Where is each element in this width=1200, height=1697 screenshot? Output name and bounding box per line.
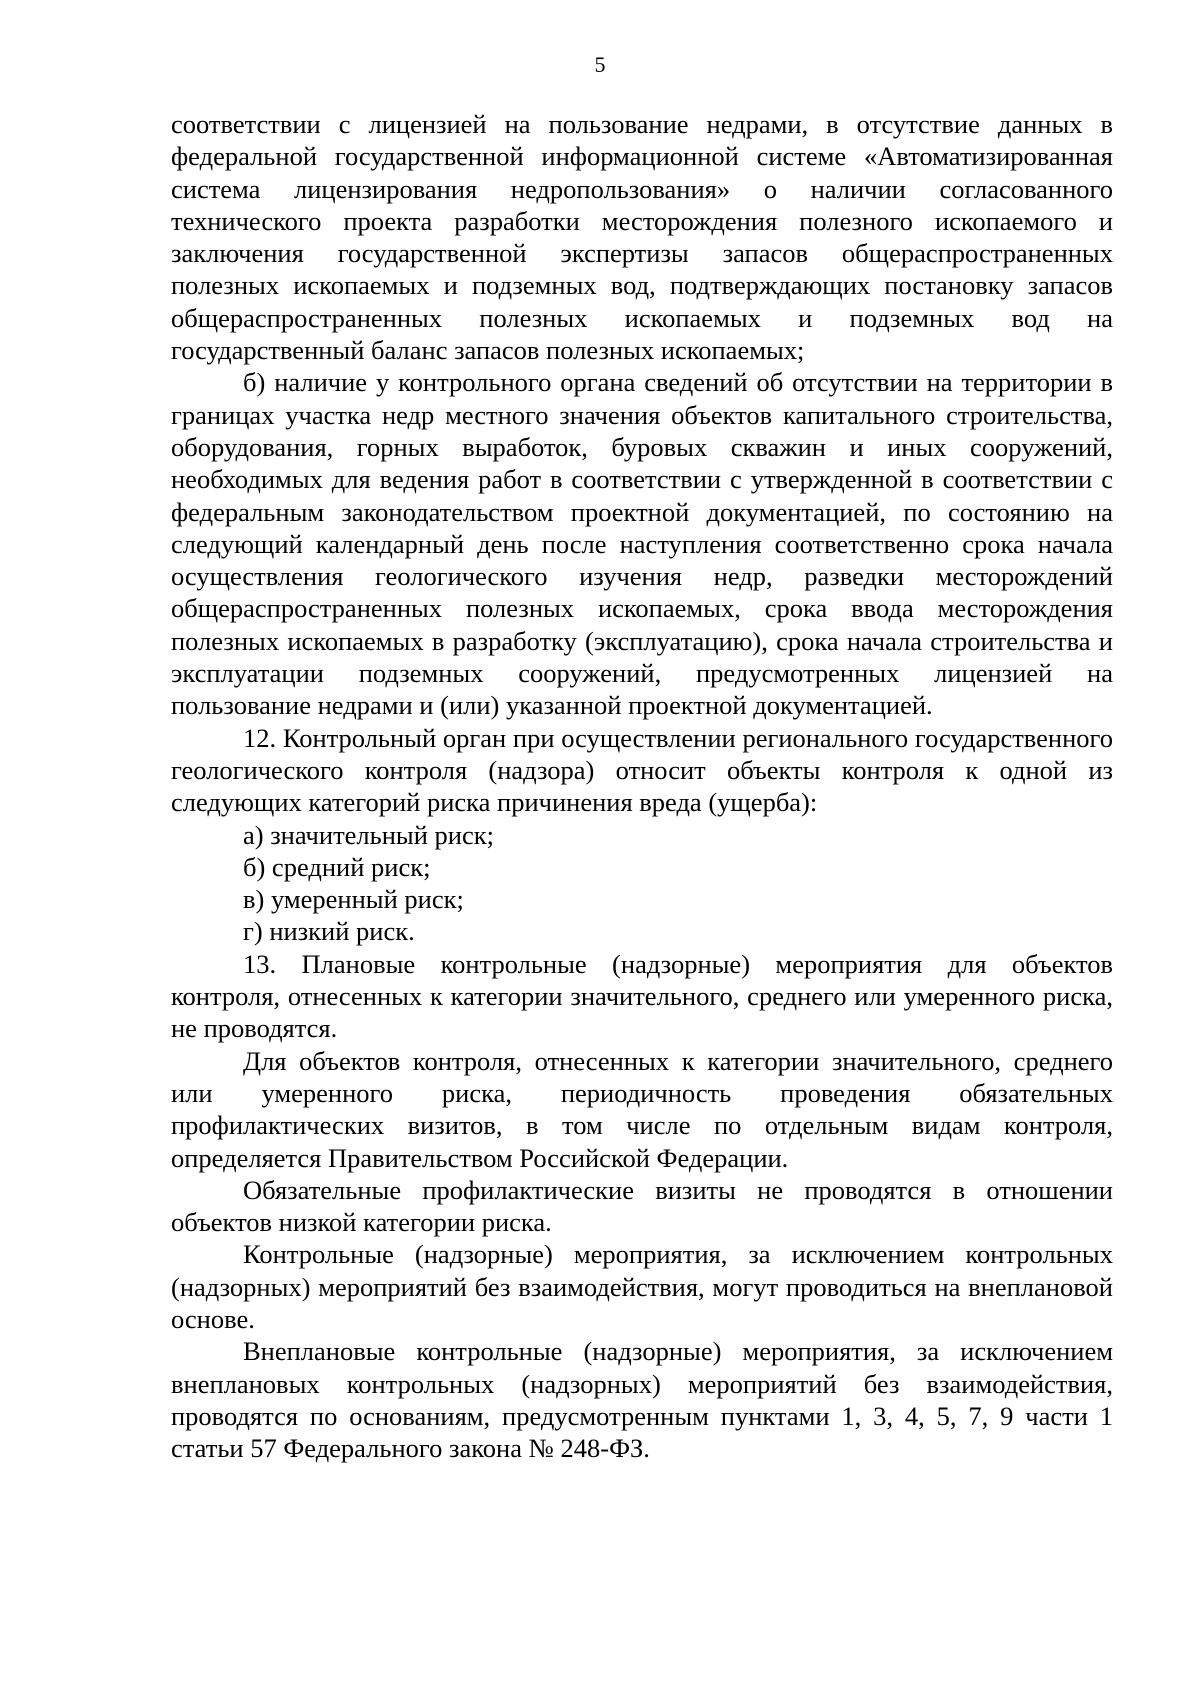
risk-list-item: б) средний риск; <box>243 851 431 882</box>
paragraph-12: 12. Контрольный орган при осуществлении регионального государственного геологического контроля (надзора) относит объекты контроля к одной из следующих категорий риска причинения вреда (ущерба): <box>171 722 1113 818</box>
risk-list-item: а) значительный риск; <box>243 819 494 850</box>
paragraph-unscheduled-grounds: Внеплановые контрольные (надзорные) мероприятия, за исключением внеплановых контрольных (надзорных) мероприятий без взаимодействия, проводятся по основаниям, предусмотренным пунктами 1, 3, 4, 5, 7, 9 части 1 статьи 57 Федерального закона № 248-ФЗ. <box>171 1336 1113 1464</box>
risk-list-item: г) низкий риск. <box>243 916 415 947</box>
document-body <box>171 108 1113 1464</box>
page-number: 5 <box>594 52 606 77</box>
risk-list-item: в) умеренный риск; <box>243 884 464 915</box>
paragraph-continuation: соответствии с лицензией на пользование недрами, в отсутствие данных в федеральной государственной информационной системе «Автоматизированная система лицензирования недропользования» о наличии согласованного технического проекта разработки месторождения полезного ископаемого и заключения государственной экспертизы запасов общераспространенных полезных ископаемых и подземных вод, подтверждающих постановку запасов общераспространенных полезных ископаемых и подземных вод на государственный баланс запасов полезных ископаемых; <box>171 109 1113 366</box>
paragraph-13: 13. Плановые контрольные (надзорные) мероприятия для объектов контроля, отнесенных к категории значительного, среднего или умеренного риска, не проводятся. <box>171 948 1113 1044</box>
paragraph-item-b: б) наличие у контрольного органа сведений об отсутствии на территории в границах участка недр местного значения объектов капитального строительства, оборудования, горных выработок, буровых скважин и иных сооружений, необходимых для ведения работ в соответствии с утвержденной в соответствии с федеральным законодательством проектной документацией, по состоянию на следующий календарный день после наступления соответственно срока начала осуществления геологического изучения недр, разведки месторождений общераспространенных полезных ископаемых, срока ввода месторождения полезных ископаемых в разработку (эксплуатацию), срока начала строительства и эксплуатации подземных сооружений, предусмотренных лицензией на пользование недрами и (или) указанной проектной документацией. <box>171 367 1113 721</box>
paragraph-visit-periodicity: Для объектов контроля, отнесенных к категории значительного, среднего или умеренного риска, периодичность проведения обязательных профилактических визитов, в том числе по отдельным видам контроля, определяется Правительством Российской Федерации. <box>171 1045 1113 1173</box>
paragraph-unscheduled-basis: Контрольные (надзорные) мероприятия, за исключением контрольных (надзорных) мероприятий без взаимодействия, могут проводиться на внеплановой основе. <box>171 1239 1113 1334</box>
paragraph-low-risk-visits: Обязательные профилактические визиты не проводятся в отношении объектов низкой категории риска. <box>171 1174 1113 1238</box>
